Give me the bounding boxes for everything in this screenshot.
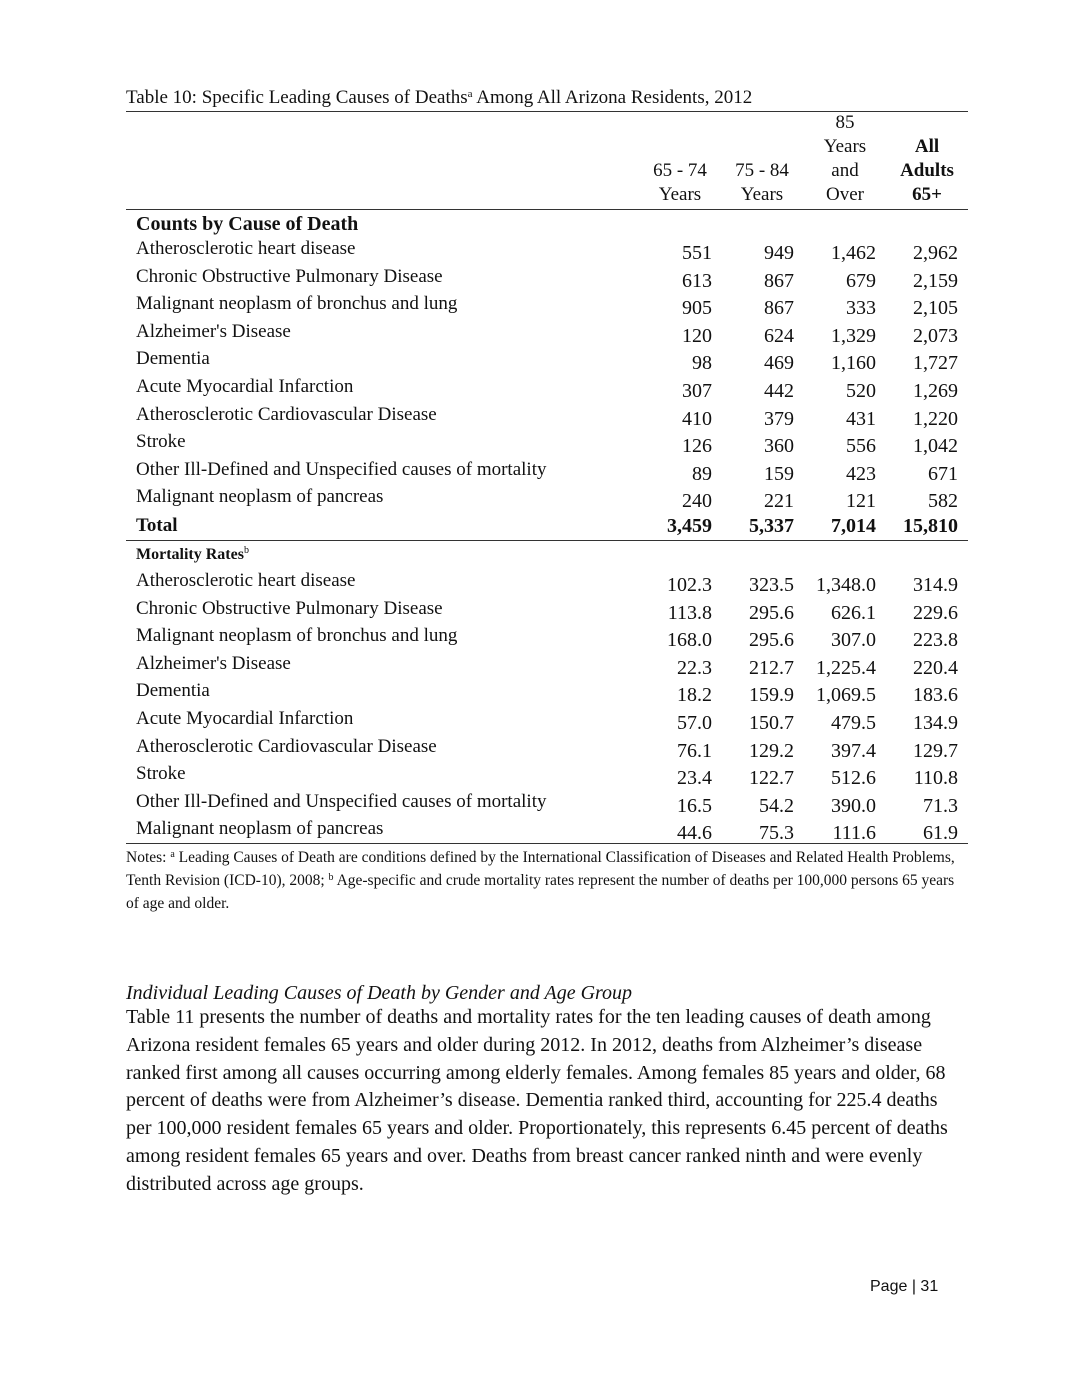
table-row: [126, 625, 968, 652]
total-value-cell: 3,459: [667, 515, 712, 537]
value-cell: 671: [928, 462, 958, 485]
value-cell: 333: [846, 297, 876, 320]
table-row: [126, 736, 968, 763]
column-header-line: and: [831, 160, 859, 181]
value-cell: 360: [764, 435, 794, 458]
value-cell: 1,462: [831, 242, 876, 264]
value-cell: 1,220: [913, 407, 958, 430]
value-cell: 220.4: [913, 656, 958, 679]
value-cell: 23.4: [677, 767, 712, 790]
cause-label: Acute Myocardial Infarction: [136, 708, 354, 729]
value-cell: 121: [846, 490, 876, 513]
value-cell: 469: [764, 352, 794, 375]
table-caption: Table 10: Specific Leading Causes of Deaths$^a$ Among All Arizona Residents, 2012: [126, 87, 753, 108]
value-cell: 75.3: [759, 822, 794, 845]
value-cell: 61.9: [923, 822, 958, 845]
cause-label: Alzheimer's Disease: [136, 652, 291, 674]
value-cell: 314.9: [913, 574, 958, 596]
value-cell: 295.6: [749, 601, 794, 624]
value-cell: 44.6: [677, 822, 712, 845]
table-row: [126, 459, 968, 486]
value-cell: 71.3: [923, 794, 958, 817]
value-cell: 229.6: [913, 601, 958, 624]
column-header-line: 75 - 84: [735, 160, 789, 181]
cause-label: Malignant neoplasm of pancreas: [136, 486, 384, 508]
table-row: [126, 486, 968, 513]
value-cell: 16.5: [677, 794, 712, 817]
column-header-line: 85: [835, 112, 855, 133]
value-cell: 556: [846, 435, 876, 458]
section-title: Individual Leading Causes of Death by Gender and Age Group: [126, 982, 633, 1004]
value-cell: 410: [682, 407, 712, 430]
column-header-line: 65 - 74: [653, 160, 707, 181]
value-cell: 2,159: [913, 269, 958, 292]
value-cell: 221: [764, 490, 794, 513]
cause-label: Other Ill-Defined and Unspecified causes of mortality: [136, 790, 547, 812]
value-cell: 1,348.0: [816, 574, 876, 596]
value-cell: 431: [846, 407, 876, 430]
value-cell: 134.9: [913, 712, 958, 734]
counts-section-title: Counts by Cause of Death: [136, 213, 359, 235]
value-cell: 122.7: [749, 767, 794, 790]
table-row: [126, 348, 968, 375]
total-row: [126, 513, 968, 540]
value-cell: 1,069.5: [816, 684, 876, 707]
value-cell: 120: [682, 324, 712, 347]
value-cell: 905: [682, 297, 712, 320]
page-number: Page | 31: [870, 1278, 939, 1295]
value-cell: 613: [682, 269, 712, 292]
value-cell: 512.6: [831, 767, 876, 790]
value-cell: 551: [682, 242, 712, 264]
value-cell: 110.8: [913, 767, 958, 790]
column-header-line: Over: [826, 184, 864, 205]
value-cell: 212.7: [749, 656, 794, 679]
cause-label: Chronic Obstructive Pulmonary Disease: [136, 265, 443, 287]
total-value-cell: 7,014: [831, 515, 876, 537]
cause-label: Stroke: [136, 763, 186, 785]
value-cell: 1,269: [913, 380, 958, 402]
value-cell: 397.4: [831, 739, 876, 762]
value-cell: 479.5: [831, 712, 876, 734]
cause-label: Acute Myocardial Infarction: [136, 376, 354, 397]
total-rule: [126, 540, 968, 541]
value-cell: 1,042: [913, 435, 958, 458]
cause-label: Malignant neoplasm of bronchus and lung: [136, 625, 458, 647]
cause-label: Stroke: [136, 431, 186, 453]
table-row: [126, 598, 968, 625]
table-bottom-rule: [126, 843, 968, 844]
cause-label: Other Ill-Defined and Unspecified causes of mortality: [136, 458, 547, 480]
value-cell: 2,962: [913, 242, 958, 264]
value-cell: 949: [764, 242, 794, 264]
value-cell: 54.2: [759, 794, 794, 817]
value-cell: 582: [928, 490, 958, 513]
table-row: [126, 238, 968, 265]
table-row: [126, 680, 968, 707]
total-label: Total: [136, 515, 178, 536]
cause-label: Atherosclerotic Cardiovascular Disease: [136, 735, 437, 757]
table-row: [126, 763, 968, 790]
value-cell: 307.0: [831, 629, 876, 652]
table-row: [126, 570, 968, 597]
section-paragraph: Table 11 presents the number of deaths and mortality rates for the ten leading causes of death among Arizona resident females 65 years and older during 2012. In 2012, deaths from Alzheimer’s disease ranked first among all causes occurring among elderly females. Among females 85 years and older, 68 percent of deaths were from Alzheimer’s disease. Dementia ranked third, accounting for 225.4 deaths per 100,000 resident females 65 years and older. Proportionately, this represents 6.45 percent of deaths among resident females 65 years and over. Deaths from breast cancer ranked ninth and were evenly distributed across age groups.: [126, 1006, 948, 1195]
value-cell: 626.1: [831, 601, 876, 624]
value-cell: 1,160: [831, 352, 876, 375]
value-cell: 126: [682, 435, 712, 458]
table-row: [126, 293, 968, 320]
cause-label: Atherosclerotic heart disease: [136, 570, 356, 591]
column-header-line: Years: [823, 136, 867, 157]
value-cell: 379: [764, 407, 794, 430]
table-row: [126, 791, 968, 818]
value-cell: 2,073: [913, 324, 958, 347]
table-row: [126, 376, 968, 403]
table-row: [126, 818, 968, 845]
value-cell: 111.6: [832, 822, 876, 845]
column-header-line: Years: [740, 184, 784, 205]
rates-section-title: Mortality Rates$^b$: [136, 545, 249, 563]
header-rule: [126, 209, 968, 210]
table-row: [126, 653, 968, 680]
value-cell: 1,727: [913, 352, 958, 375]
table-row: [126, 404, 968, 431]
value-cell: 129.7: [913, 739, 958, 762]
cause-label: Alzheimer's Disease: [136, 320, 291, 342]
value-cell: 442: [764, 380, 794, 402]
total-value-cell: 5,337: [749, 515, 794, 537]
value-cell: 168.0: [667, 629, 712, 652]
column-header-line: Years: [658, 184, 702, 205]
value-cell: 159.9: [749, 684, 794, 707]
column-header-line: 65+: [912, 184, 942, 205]
value-cell: 390.0: [831, 794, 876, 817]
value-cell: 867: [764, 297, 794, 320]
cause-label: Malignant neoplasm of pancreas: [136, 818, 384, 840]
table-notes: Notes: $^a$ Leading Causes of Death are conditions defined by the International Classification of Diseases and Related Health Problems, Tenth Revision (ICD-10), 2008; $^b$ Age-specific and crude mortality rates represent the number of deaths per 100,000 persons 65 years of age and older.: [126, 849, 955, 912]
value-cell: 295.6: [749, 629, 794, 652]
value-cell: 159: [764, 462, 794, 485]
table-row: [126, 431, 968, 458]
cause-label: Malignant neoplasm of bronchus and lung: [136, 293, 458, 315]
value-cell: 18.2: [677, 684, 712, 707]
table-row: [126, 321, 968, 348]
value-cell: 307: [682, 380, 712, 402]
cause-label: Atherosclerotic Cardiovascular Disease: [136, 403, 437, 425]
value-cell: 323.5: [749, 574, 794, 596]
table-row: [126, 708, 968, 735]
cause-label: Atherosclerotic heart disease: [136, 238, 356, 259]
value-cell: 98: [692, 352, 712, 375]
value-cell: 2,105: [913, 297, 958, 320]
value-cell: 76.1: [677, 739, 712, 762]
value-cell: 57.0: [677, 712, 712, 734]
column-header-line: Adults: [900, 160, 954, 181]
cause-label: Dementia: [136, 348, 210, 370]
value-cell: 22.3: [677, 656, 712, 679]
value-cell: 150.7: [749, 712, 794, 734]
value-cell: 183.6: [913, 684, 958, 707]
value-cell: 240: [682, 490, 712, 513]
value-cell: 1,329: [831, 324, 876, 347]
value-cell: 679: [846, 269, 876, 292]
value-cell: 624: [764, 324, 794, 347]
value-cell: 867: [764, 269, 794, 292]
value-cell: 129.2: [749, 739, 794, 762]
value-cell: 1,225.4: [816, 656, 876, 679]
value-cell: 520: [846, 380, 876, 402]
cause-label: Dementia: [136, 680, 210, 702]
table-row: [126, 266, 968, 293]
value-cell: 102.3: [667, 574, 712, 596]
column-header-line: All: [914, 136, 940, 157]
value-cell: 89: [692, 462, 712, 485]
cause-label: Chronic Obstructive Pulmonary Disease: [136, 597, 443, 619]
total-value-cell: 15,810: [903, 515, 958, 537]
value-cell: 223.8: [913, 629, 958, 652]
value-cell: 113.8: [667, 601, 712, 624]
value-cell: 423: [846, 462, 876, 485]
